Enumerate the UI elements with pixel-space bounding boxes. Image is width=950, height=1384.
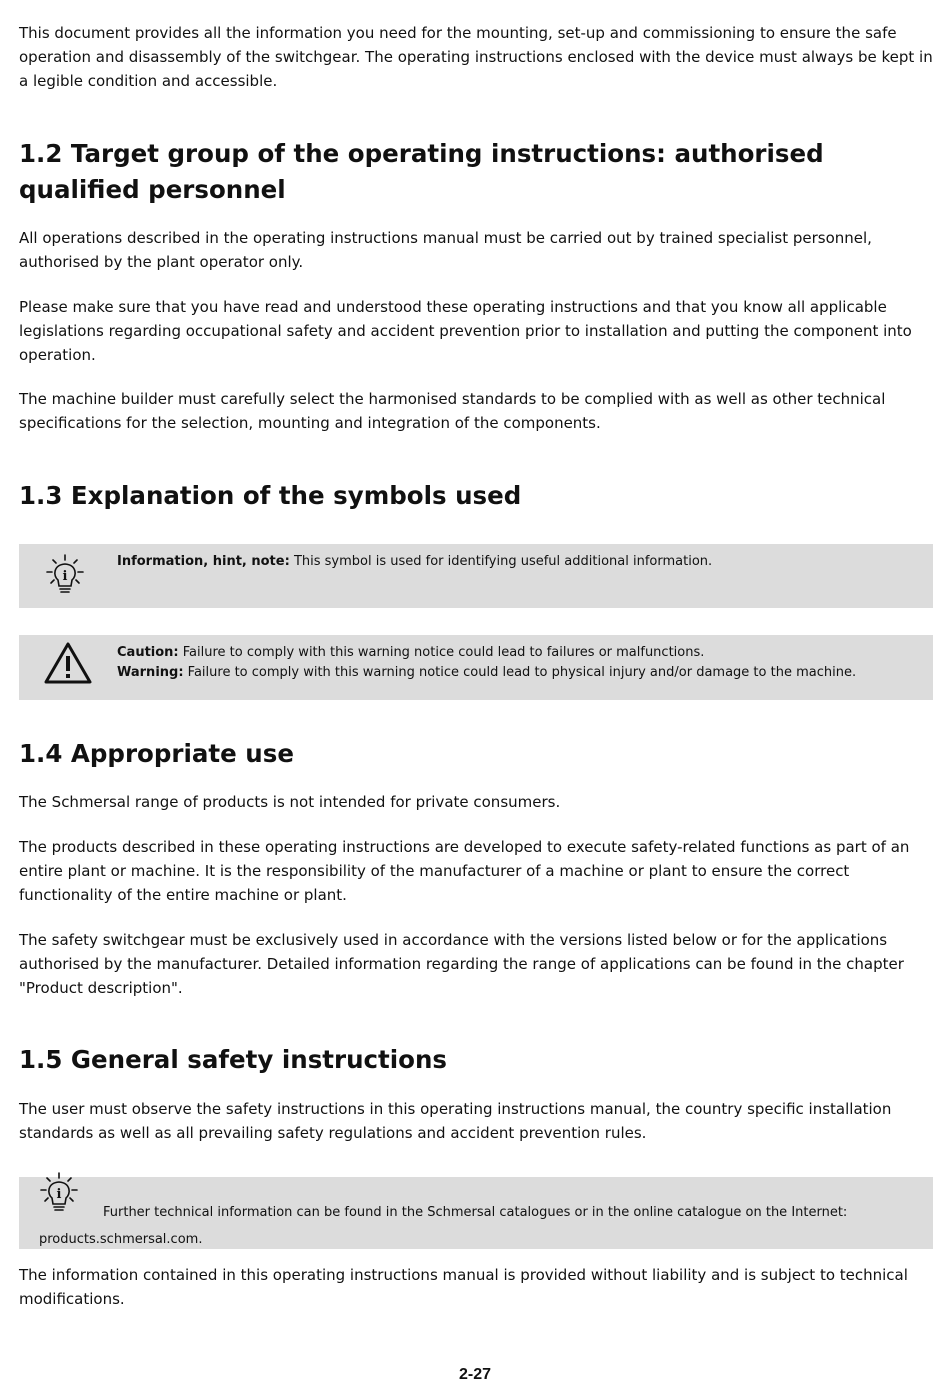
further-info-box	[19, 1177, 933, 1249]
paragraph: The products described in these operating instructions are developed to execute safety-related functions as part of an entire plant or machine. It is the responsibility of the manufacturer of a machine or plant to ensure the correct functionality of the entire machine or plant.	[19, 838, 910, 904]
warning-label: Warning:	[117, 665, 184, 680]
section-heading-1-3: 1.3 Explanation of the symbols used	[19, 481, 522, 510]
lightbulb-info-icon	[45, 554, 85, 603]
info-box	[19, 544, 933, 608]
closing-paragraph: The information contained in this operating instructions manual is provided without liability and is subject to technical modifications.	[19, 1266, 908, 1308]
paragraph: The Schmersal range of products is not intended for private consumers.	[19, 793, 561, 811]
warning-box	[19, 635, 933, 700]
paragraph: The safety switchgear must be exclusively used in accordance with the versions listed below or for the applications authorised by the manufacturer. Detailed information regarding the range of applications can be found in the chapter "Product description".	[19, 931, 904, 997]
further-info-text-line2: products.schmersal.com.	[39, 1232, 203, 1247]
paragraph: The user must observe the safety instructions in this operating instructions manual, the country specific installation standards as well as all prevailing safety regulations and accident prevention rules.	[19, 1100, 892, 1142]
section-heading-1-5: 1.5 General safety instructions	[19, 1045, 448, 1074]
intro-paragraph: This document provides all the information you need for the mounting, set-up and commissioning to ensure the safe operation and disassembly of the switchgear. The operating instructions enclosed with the device must always be kept in a legible condition and accessible.	[19, 24, 933, 90]
warning-triangle-icon	[43, 641, 93, 692]
svg-text:i: i	[56, 1187, 62, 1202]
lightbulb-info-icon	[39, 1172, 79, 1221]
info-text: This symbol is used for identifying useful additional information.	[293, 554, 713, 569]
caution-label: Caution:	[117, 645, 179, 660]
paragraph: All operations described in the operating instructions manual must be carried out by trained specialist personnel, authorised by the plant operator only.	[19, 229, 872, 271]
warning-text: Failure to comply with this warning notice could lead to physical injury and/or damage to the machine.	[187, 665, 857, 680]
section-heading-1-2: 1.2 Target group of the operating instructions: authorised qualified personnel	[19, 139, 824, 204]
section-heading-1-4: 1.4 Appropriate use	[19, 739, 294, 768]
page-number: 2-27	[458, 1366, 492, 1383]
further-info-text-line1: Further technical information can be found in the Schmersal catalogues or in the online catalogue on the Internet:	[103, 1205, 848, 1220]
paragraph: The machine builder must carefully select the harmonised standards to be complied with as well as other technical specifications for the selection, mounting and integration of the components.	[19, 390, 886, 432]
info-label: Information, hint, note:	[117, 554, 290, 569]
paragraph: Please make sure that you have read and understood these operating instructions and that you know all applicable legislations regarding occupational safety and accident prevention prior to installation and putting the component into operation.	[19, 298, 912, 364]
svg-text:i: i	[62, 569, 68, 584]
caution-text: Failure to comply with this warning notice could lead to failures or malfunctions.	[182, 645, 705, 660]
